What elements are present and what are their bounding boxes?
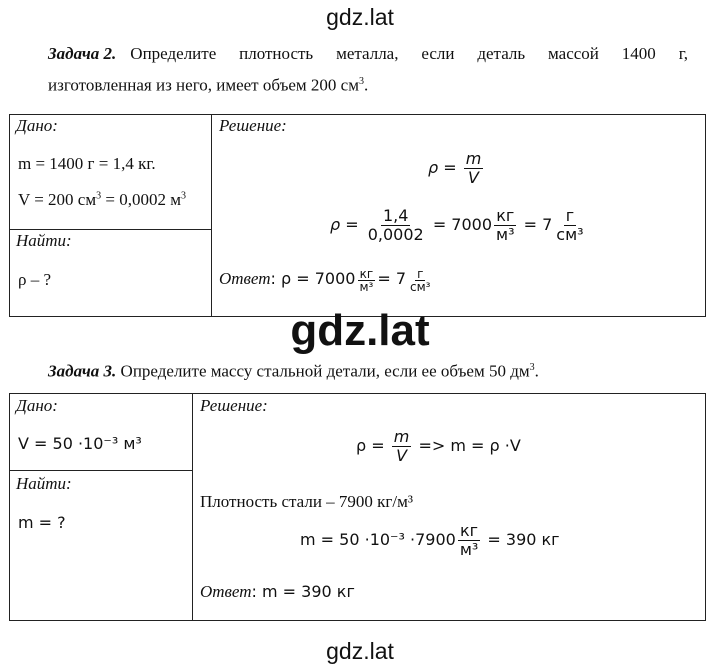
task3-find-label: Найти:	[16, 474, 72, 493]
watermark-bottom: gdz.lat	[326, 638, 394, 664]
task3-statement: Задача 3. Определите массу стальной детали, если ее объем 50 $дм^3$.	[48, 361, 539, 381]
task2-calculation: ρ = $\frac{1,4}{0,0002}$ = 7000 $\frac{кг}{\text{м³}}$ = 7 $\frac{г}{\text{см³}}$	[330, 206, 584, 244]
watermark-middle: gdz.lat	[290, 306, 430, 355]
task3-given-label: Дано:	[16, 396, 58, 415]
task2-text-line1: Определите плотность металла, если деталь массой 1400 г,	[130, 44, 688, 63]
task2-find-value: ρ – ?	[18, 270, 52, 289]
task2-solution-label: Решение:	[219, 116, 287, 135]
task3-label: Задача 3.	[48, 361, 117, 381]
task2-given-label: Дано:	[16, 116, 58, 135]
task3-density-text: Плотность стали – 7900 кг/м³	[200, 492, 413, 511]
task2-statement: Задача 2. Определите плотность металла, если деталь массой 1400 г, изготовленная из него, имеет объем 200 $см^3$.	[48, 40, 688, 100]
task2-given-v: V = 200 $см^3 = 0,0002$ $м^3$	[18, 190, 186, 209]
watermark-top: gdz.lat	[326, 4, 394, 30]
task2-formula-density: ρ = $\frac{m}{V}$	[428, 149, 482, 187]
task3-calculation: m = 50 ·10⁻³ ·7900 $\frac{кг}{\text{м³}}$ = 390 кг	[300, 521, 560, 559]
task3-find-value: m = ?	[18, 513, 66, 532]
task2-text-line2: изготовленная из него, имеет объем 200 см	[48, 75, 359, 95]
task3-formula: ρ = $\frac{m}{V}$ => m = ρ ·V	[356, 427, 521, 465]
task3-text: Определите массу стальной детали, если ее объем 50 дм	[120, 361, 530, 381]
task3-given-v: V = 50 ·10⁻³ м³	[18, 434, 142, 453]
task3-answer: Ответ: m = 390 кг	[200, 582, 355, 601]
task2-given-m: m = 1400 г = 1,4 кг.	[18, 154, 156, 173]
task3-solution-label: Решение:	[200, 396, 268, 415]
task2-find-label: Найти:	[16, 231, 72, 250]
task2-answer: Ответ: ρ = 7000 $\frac{кг}{\text{м³}}$ = 7 $\frac{г}{\text{см³}}$	[219, 268, 431, 294]
task2-label: Задача 2.	[48, 44, 117, 63]
